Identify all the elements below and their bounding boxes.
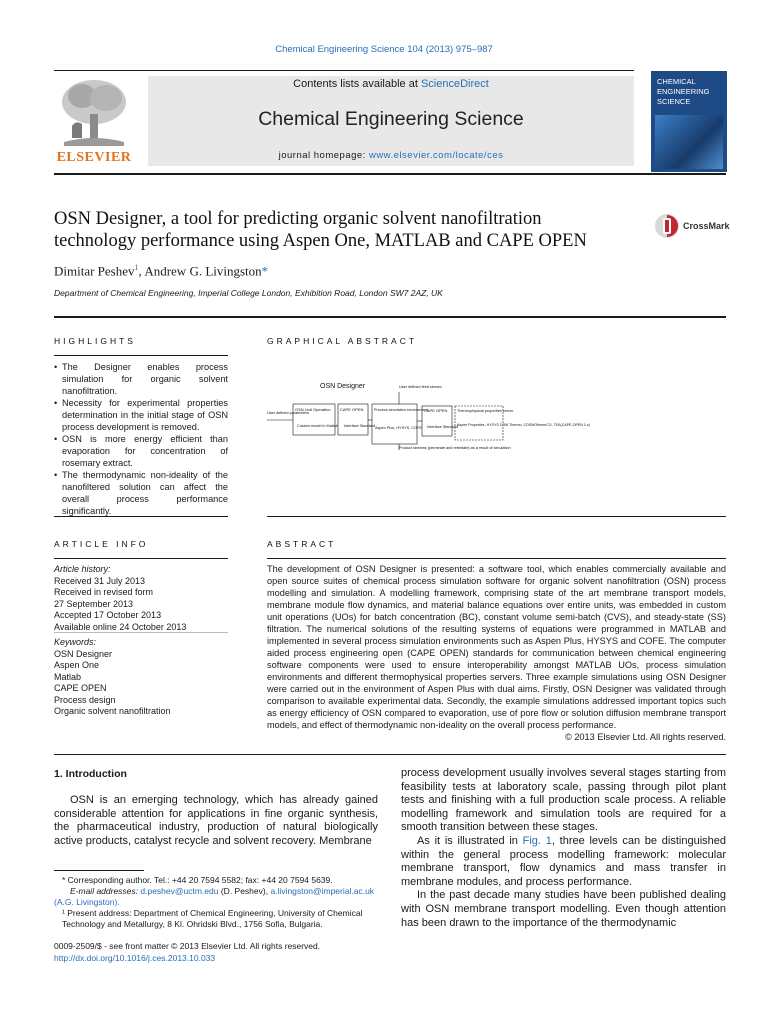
article-info-heading: ARTICLE INFO	[54, 539, 149, 549]
issn-line: 0009-2509/$ - see front matter © 2013 Elsevier Ltd. All rights reserved.	[54, 941, 321, 951]
highlights-bottom-rule	[54, 516, 228, 517]
graphical-abstract-heading: GRAPHICAL ABSTRACT	[267, 336, 418, 346]
journal-cover-image	[651, 71, 727, 172]
keyword-item: Organic solvent nanofiltration	[54, 706, 171, 716]
crossmark-button[interactable]	[654, 212, 734, 240]
keyword-item: CAPE OPEN	[54, 683, 107, 693]
doi-link[interactable]: http://dx.doi.org/10.1016/j.ces.2013.10.033	[54, 952, 216, 963]
contents-line	[148, 78, 634, 90]
diagram-process-sim-label: Process simulation environment	[374, 408, 428, 412]
highlight-item: • The Designer enables process simulation for organic solvent nanofiltration.	[62, 361, 228, 397]
abstract-top-rule	[267, 558, 726, 559]
diagram-osn-uo-label: OSN Unit Operation	[295, 407, 331, 412]
article-history-item: 27 September 2013	[54, 598, 134, 609]
highlight-item: • Necessity for experimental properties determination in the initial stage of OSN process development is removed.	[62, 397, 228, 433]
abstract-copyright: © 2013 Elsevier Ltd. All rights reserved.	[565, 732, 726, 742]
highlight-item: • The thermodynamic non-ideality of the nanofiltered solution can affect the overall process performance significantly.	[62, 469, 228, 517]
front-matter-info	[54, 941, 378, 964]
keyword-item: Matlab	[54, 671, 82, 682]
diagram-thermo-label: Thermophysical properties server	[457, 409, 514, 413]
keywords-label: Keywords:	[54, 637, 97, 647]
diagram-cape-open-label: CAPE OPEN	[424, 408, 448, 413]
header-top-rule	[54, 70, 634, 71]
footnotes	[54, 875, 378, 930]
intro-text: , three levels can be distinguished within the general process modelling framework: molecular membrane transport, flow dynamics and mass transfer in membrane modules, and process performance.	[401, 834, 726, 888]
highlights-list	[54, 361, 228, 517]
homepage-prefix: journal homepage:	[278, 150, 369, 161]
diagram-interface-label: Interface Standard	[427, 425, 459, 429]
highlight-item: • OSN is more energy efficient than evaporation for concentration of rosemary extract.	[62, 433, 228, 469]
cover-title	[657, 77, 710, 107]
diagram-cape-open-label: CAPE OPEN	[340, 407, 364, 412]
email-link[interactable]: d.peshev@uctm.edu	[140, 886, 219, 896]
article-history-item: Received 31 July 2013	[54, 575, 146, 586]
footnote-rule	[54, 870, 144, 871]
highlights-heading: HIGHLIGHTS	[54, 336, 136, 346]
present-address-note: ¹ Present address: Department of Chemical Engineering, University of Chemical Technology and Metallurgy, 8 Kl. Ohridski Blvd., 1756 Sofia, Bulgaria.	[62, 908, 363, 929]
article-info-divider	[54, 632, 228, 633]
article-title	[54, 208, 654, 252]
crossmark-icon	[654, 212, 680, 240]
intro-paragraph: process development usually involves several stages starting from feasibility tests at laboratory scale, passing through pilot plant tests and finishing with a full production scale process. A reliable modelling framework and simulation tools are required for a smooth transition between these stages.	[401, 767, 726, 834]
intro-paragraph: In the past decade many studies have been published dealing with OSN membrane transport modelling. Even though attention has been drawn to the importance of the thermodynamic	[401, 889, 726, 929]
email-label: E-mail addresses:	[70, 886, 141, 896]
intro-right-column	[401, 767, 726, 930]
diagram-title: OSN Designer	[320, 383, 366, 390]
diagram-interface-label: Interface Standard	[344, 424, 376, 428]
article-history-item: Received in revised form	[54, 587, 154, 597]
abstract-text: The development of OSN Designer is presented: a software tool, which enables commercially available and open source suites of chemical process simulation software for organic solvent nanofiltration (OSN) process modelling and simulation. A modelling framework, comprising state of the art membrane transport models, membrane module flow dynamics, and material balance equations over entire units, was embedded in custom unit operations (UOs) for batch concentration (BC), constant volume semi-batch (CVS), and steady-state (SS) filtration. The numerical solutions of the resulting systems of equations were programmed in MATLAB and implemented in several process simulation environments such as Aspen Plus, HYSYS and COFE. The computer aided process engineering open (CAPE OPEN) standards for communication between chemical engineering software components were used to ensure interoperability amongst MATLAB UOs, process simulation environments and different thermophysical properties servers. Three example simulations using OSN Designer were carried out in the environment of Aspen Plus with dual aims. Firstly, OSN Designer was validated through comparison to available experimental data. Secondly, the example simulations addressed important topics such as energy efficiency of OSN compared to evaporation, use of pore flow or solution diffusion membrane transport models, and effect of thermodynamic non-ideality on the overall process performance.	[267, 564, 726, 730]
introduction-heading: 1. Introduction	[54, 768, 127, 780]
journal-homepage	[148, 150, 634, 161]
article-title-line: OSN Designer, a tool for predicting organic solvent nanofiltration	[54, 209, 542, 229]
elsevier-tree-logo	[54, 76, 134, 148]
cover-artwork	[655, 115, 723, 169]
diagram-product-label: Product streams (permeate and retentate) as a result of simulation	[399, 446, 511, 450]
diagram-feed-label: User defined feed stream	[399, 385, 442, 389]
intro-left-column	[54, 794, 378, 848]
journal-citation-link[interactable]: Chemical Engineering Science 104 (2013) 975–987	[275, 44, 493, 55]
contents-prefix: Contents lists available at	[293, 78, 421, 90]
author-affiliation: Department of Chemical Engineering, Imperial College London, Exhibition Road, London SW7 2AZ, UK	[54, 288, 443, 298]
sciencedirect-link[interactable]: ScienceDirect	[420, 78, 489, 90]
intro-text: As it is illustrated in	[417, 834, 523, 847]
keyword-item: Process design	[54, 694, 116, 705]
email-note	[54, 886, 378, 897]
diagram-aspen-label: Aspen Plus, HYSYS, COFE	[375, 426, 422, 430]
crossmark-label: CrossMark	[683, 221, 730, 231]
corresponding-author-note: * Corresponding author. Tel.: +44 20 7594 5582; fax: +44 20 7594 5639.	[62, 875, 333, 885]
cover-title-line: CHEMICAL	[657, 77, 696, 86]
email-link[interactable]: a.livingston@imperial.ac.uk	[270, 886, 375, 896]
header-bottom-rule	[54, 173, 726, 175]
author-name: Andrew G. Livingston	[144, 263, 262, 279]
author-separator: ,	[138, 263, 145, 279]
author-name: Dimitar Peshev	[54, 263, 135, 279]
article-history-item: Accepted 17 October 2013	[54, 610, 162, 620]
keyword-item: OSN Designer	[54, 648, 113, 659]
author-footnote-mark[interactable]: 1	[134, 263, 139, 272]
diagram-aspen-props-label: Aspen Properties, HYSYS COM Thermo, COSMOthermCO, TEA(CAPE-OPEN 1.x)	[457, 423, 590, 427]
diagram-user-params-label: User defined parameters	[267, 411, 309, 415]
keyword-item: Aspen One	[54, 660, 100, 670]
abstract-bottom-rule	[54, 754, 726, 755]
graphical-abstract-diagram	[266, 378, 590, 464]
abstract-body	[267, 563, 726, 743]
authors-line	[54, 263, 268, 279]
intro-paragraph	[401, 835, 726, 889]
cover-title-line: SCIENCE	[657, 97, 691, 106]
section-rule	[54, 316, 726, 318]
email-owner: (A.G. Livingston).	[54, 897, 120, 907]
corresponding-author-mark[interactable]: *	[261, 263, 269, 279]
article-title-line: technology performance using Aspen One, MATLAB and CAPE OPEN	[54, 231, 587, 251]
abstract-heading: ABSTRACT	[267, 539, 337, 549]
article-history-label: Article history:	[54, 564, 111, 574]
highlights-top-rule	[54, 355, 228, 356]
graphical-abstract-bottom-rule	[267, 516, 726, 517]
email-owner: (D. Peshev),	[218, 886, 271, 896]
article-history	[54, 564, 228, 633]
elsevier-wordmark: ELSEVIER	[56, 150, 132, 165]
intro-paragraph: OSN is an emerging technology, which has already gained considerable attention for applications in fine organic synthesis, the pharmaceutical industry, production of natural biologically active products, catalyst recycle and solvent recovery. Membrane	[54, 794, 378, 847]
article-info-top-rule	[54, 558, 228, 559]
article-history-item: Available online 24 October 2013	[54, 621, 187, 632]
figure-1-link[interactable]: Fig. 1	[522, 834, 552, 847]
diagram-custom-model-label: Custom model in Matlab	[297, 424, 338, 428]
keywords	[54, 637, 228, 718]
cover-title-line: ENGINEERING	[657, 87, 710, 96]
journal-title: Chemical Engineering Science	[258, 108, 524, 130]
homepage-link[interactable]: www.elsevier.com/locate/ces	[368, 150, 504, 161]
